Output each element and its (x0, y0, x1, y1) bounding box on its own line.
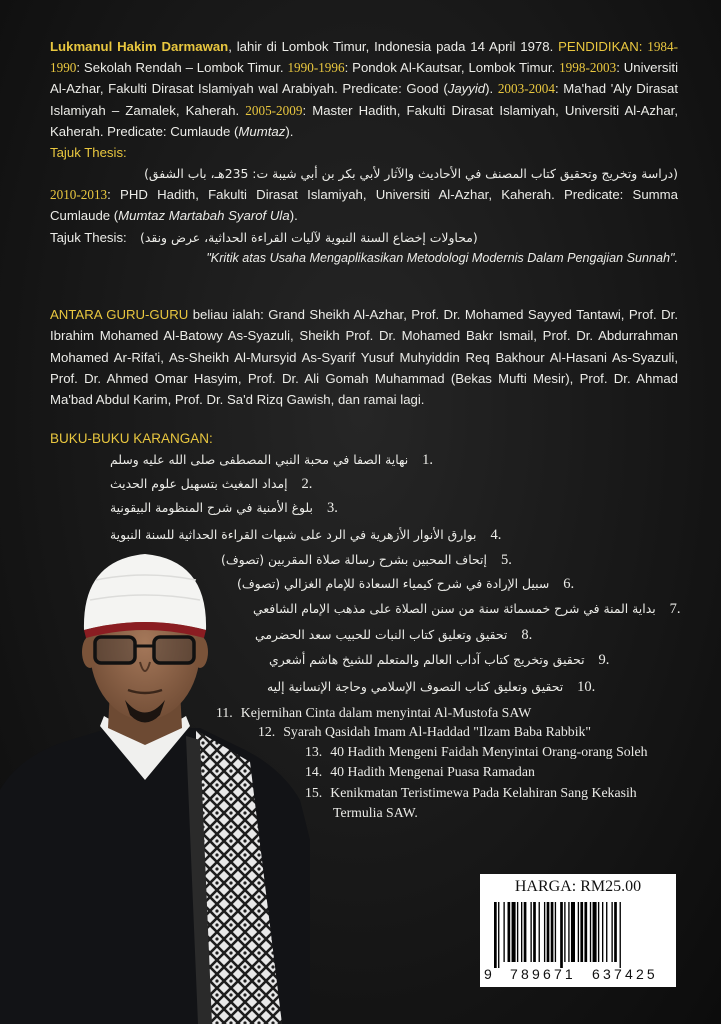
book-item-2 (110, 476, 312, 493)
book-title: إتحاف المحبين بشرح رسالة صلاة المقربين (تصوف) (221, 552, 487, 567)
thesis-label-2: Tajuk Thesis: (50, 229, 127, 245)
book-title: سبيل الإرادة في شرح كيمياء السعادة للإمام الغزالي (تصوف) (237, 576, 550, 591)
book-item-16 (333, 803, 418, 822)
edu-6-predicate: Mumtaz Martabah Syarof Ula (118, 208, 290, 224)
book-title: Kejernihan Cinta dalam menyintai Al-Mustofa SAW (240, 705, 532, 720)
barcode-bar (530, 902, 531, 962)
book-title: نهاية الصفا في محبة النبي المصطفى صلى الله عليه وسلم (110, 452, 409, 467)
book-num: 3. (326, 500, 338, 516)
year-4: 2003-2004 (497, 81, 555, 97)
book-num: 6. (563, 576, 575, 592)
isbn-group-2: 637425 (592, 966, 658, 982)
isbn-group-1: 789671 (510, 966, 576, 982)
edu-5-end: ). (285, 123, 294, 139)
thesis-arabic-1: (دراسة وتخريج وتحقيق كتاب المصنف في الأحاديث والآثار لأبي بكر بن أبي شيبة ت: 235هـ، باب الشفق) (144, 166, 678, 182)
book-num: 7. (669, 601, 681, 617)
book-item-3 (110, 500, 338, 517)
thesis-arabic-2: (محاولات إخضاع السنة النبوية لآليات القراءة الحداثية، عرض ونقد) (140, 229, 478, 245)
barcode-bar (539, 902, 540, 962)
book-title: Kenikmatan Teristimewa Pada Kelahiran Sang Kekasih (330, 785, 637, 800)
books-title: BUKU-BUKU KARANGAN: (50, 431, 213, 446)
barcode-bar (593, 902, 597, 962)
book-title: 40 Hadith Mengenai Puasa Ramadan (330, 764, 535, 779)
isbn-barcode (494, 902, 666, 968)
book-title: 40 Hadith Mengeni Faidah Menyintai Orang-orang Soleh (330, 744, 648, 759)
barcode-bar (498, 902, 499, 968)
author-intro: , lahir di Lombok Timur, Indonesia pada 14 April 1978. (228, 39, 554, 54)
barcode-bar (544, 902, 545, 962)
barcode-bar (568, 902, 569, 962)
teachers-label: ANTARA GURU-GURU (50, 307, 189, 322)
price-label: HARGA: RM25.00 (514, 878, 642, 895)
isbn-first-digit: 9 (484, 966, 492, 982)
edu-6-end: ). (289, 208, 298, 224)
book-num: 8. (521, 627, 533, 643)
year-1: 1984-1990 (50, 39, 679, 76)
book-num: 13. (305, 744, 323, 759)
year-5: 2005-2009 (245, 102, 303, 118)
book-title: Syarah Qasidah Imam Al-Haddad "Ilzam Baba Rabbik" (283, 724, 592, 739)
barcode-bar (602, 902, 603, 962)
teachers-text: beliau ialah: Grand Sheikh Al-Azhar, Prof. Dr. Mohamed Sayyed Tantawi, Prof. Dr. Ibrahim Mohamed Al-Batowy As-Syazuli, Sheikh Prof. Dr. Mohamed Bakr Ismail, Prof. Dr. Abdurrahman Mohamed Ar-Rifa'i, As-Sheikh Al-Mursyid As-Syarif Yusuf Muhyiddin Req Bakhour Al-Hasani As-Syazuli, Prof. Dr. Ahmed Omar Hasyim, Prof. Dr. Ali Gomah Muhammad (Bekas Mufti Mesir), Prof. Dr. Ahmad Ma'bad Abdul Karim, Prof. Dr. Sa'd Rizq Gawish, dan ramai lagi. (50, 307, 679, 408)
book-title: تحقيق وتخريج كتاب آداب العالم والمتعلم للشيخ هاشم أشعري (269, 652, 585, 667)
book-num: 15. (305, 785, 323, 800)
book-item-15 (305, 783, 637, 802)
book-title: تحقيق وتعليق كتاب النبات للحبيب سعد الحضرمي (255, 627, 508, 642)
book-title: بلوغ الأمنية في شرح المنظومة البيقونية (110, 500, 313, 515)
book-item-1 (110, 452, 433, 469)
edu-5: : Master Hadith, Fakulti Dirasat Islamiyah, Universiti Al-Azhar, Kaherah. Predicate: Cumlaude ( (50, 102, 679, 139)
book-item-13 (305, 742, 648, 761)
barcode-bar (571, 902, 575, 962)
book-title: بداية المنة في شرح خمسمائة سنة من سنن الصلاة على مذهب الإمام الشافعي (253, 601, 656, 616)
barcode-bar (555, 902, 556, 962)
barcode-bar (564, 902, 565, 962)
book-num: 10. (577, 679, 596, 695)
thesis-label-1: Tajuk Thesis: (50, 145, 127, 161)
biography-section (50, 36, 678, 269)
edu-6: : PHD Hadith, Fakulti Dirasat Islamiyah, Universiti Al-Azhar, Kaherah. Predicate: Summa Cumlaude ( (50, 187, 678, 224)
barcode-bar (611, 902, 612, 962)
barcode-bar (512, 902, 516, 962)
teachers-section (50, 304, 678, 410)
price-barcode-box (480, 874, 676, 987)
barcode-bar (494, 902, 497, 968)
book-num: 1. (422, 452, 434, 468)
barcode-bar (580, 902, 583, 962)
barcode-bar (560, 902, 563, 968)
book-title: Termulia SAW. (333, 805, 418, 820)
book-num: 11. (216, 705, 233, 720)
barcode-bar (503, 902, 504, 962)
book-item-14 (305, 762, 535, 781)
edu-3-predicate: Jayyid (447, 81, 486, 97)
edu-2: : Pondok Al-Kautsar, Lombok Timur. (344, 60, 556, 76)
barcode-bar (524, 902, 527, 962)
barcode-bar (598, 902, 599, 962)
edu-3-end: ). (485, 81, 494, 97)
book-num: 5. (500, 552, 512, 568)
year-3: 1998-2003 (559, 60, 617, 76)
barcode-bar (606, 902, 607, 962)
book-title: إمداد المغيث بتسهيل علوم الحديث (110, 476, 288, 491)
pendidikan-label: PENDIDIKAN: (558, 39, 643, 54)
book-item-9 (269, 652, 609, 669)
book-num: 14. (305, 764, 323, 779)
author-name: Lukmanul Hakim Darmawan (50, 39, 229, 54)
barcode-bar (547, 902, 550, 962)
barcode-bar (614, 902, 617, 962)
edu-4: : Ma'had 'Aly Dirasat Islamiyah – Zamalek, Kaherah. (50, 81, 678, 118)
book-item-7 (253, 601, 681, 618)
author-portrait (0, 540, 310, 1024)
barcode-bar (551, 902, 554, 962)
thesis-translation: "Kritik atas Usaha Mengaplikasikan Metodologi Modernis Dalam Pengajian Sunnah". (206, 250, 678, 265)
isbn-number (484, 966, 672, 982)
barcode-bar (578, 902, 579, 962)
barcode-bar (521, 902, 522, 962)
edu-3: : Universiti Al-Azhar, Fakulti Dirasat Islamiyah wal Arabiyah. Predicate: Good ( (50, 60, 679, 97)
year-6: 2010-2013 (50, 187, 108, 203)
barcode-bar (590, 902, 591, 962)
book-item-10 (267, 679, 595, 696)
book-num: 12. (258, 724, 276, 739)
barcode-bar (584, 902, 587, 962)
book-num: 9. (598, 652, 610, 668)
barcode-bar (620, 902, 621, 968)
edu-5-predicate: Mumtaz (238, 123, 286, 139)
book-num: 4. (490, 527, 502, 543)
book-title: تحقيق وتعليق كتاب التصوف الإسلامي وحاجة الإنسانية إليه (267, 679, 564, 694)
barcode-bar (517, 902, 518, 962)
book-num: 2. (301, 476, 313, 492)
book-title: بوارق الأنوار الأزهرية في الرد على شبهات القراءة الحداثية للسنة النبوية (110, 527, 477, 542)
year-2: 1990-1996 (287, 60, 345, 76)
edu-1: : Sekolah Rendah – Lombok Timur. (76, 60, 284, 76)
barcode-bar (508, 902, 511, 962)
barcode-bar (533, 902, 536, 962)
